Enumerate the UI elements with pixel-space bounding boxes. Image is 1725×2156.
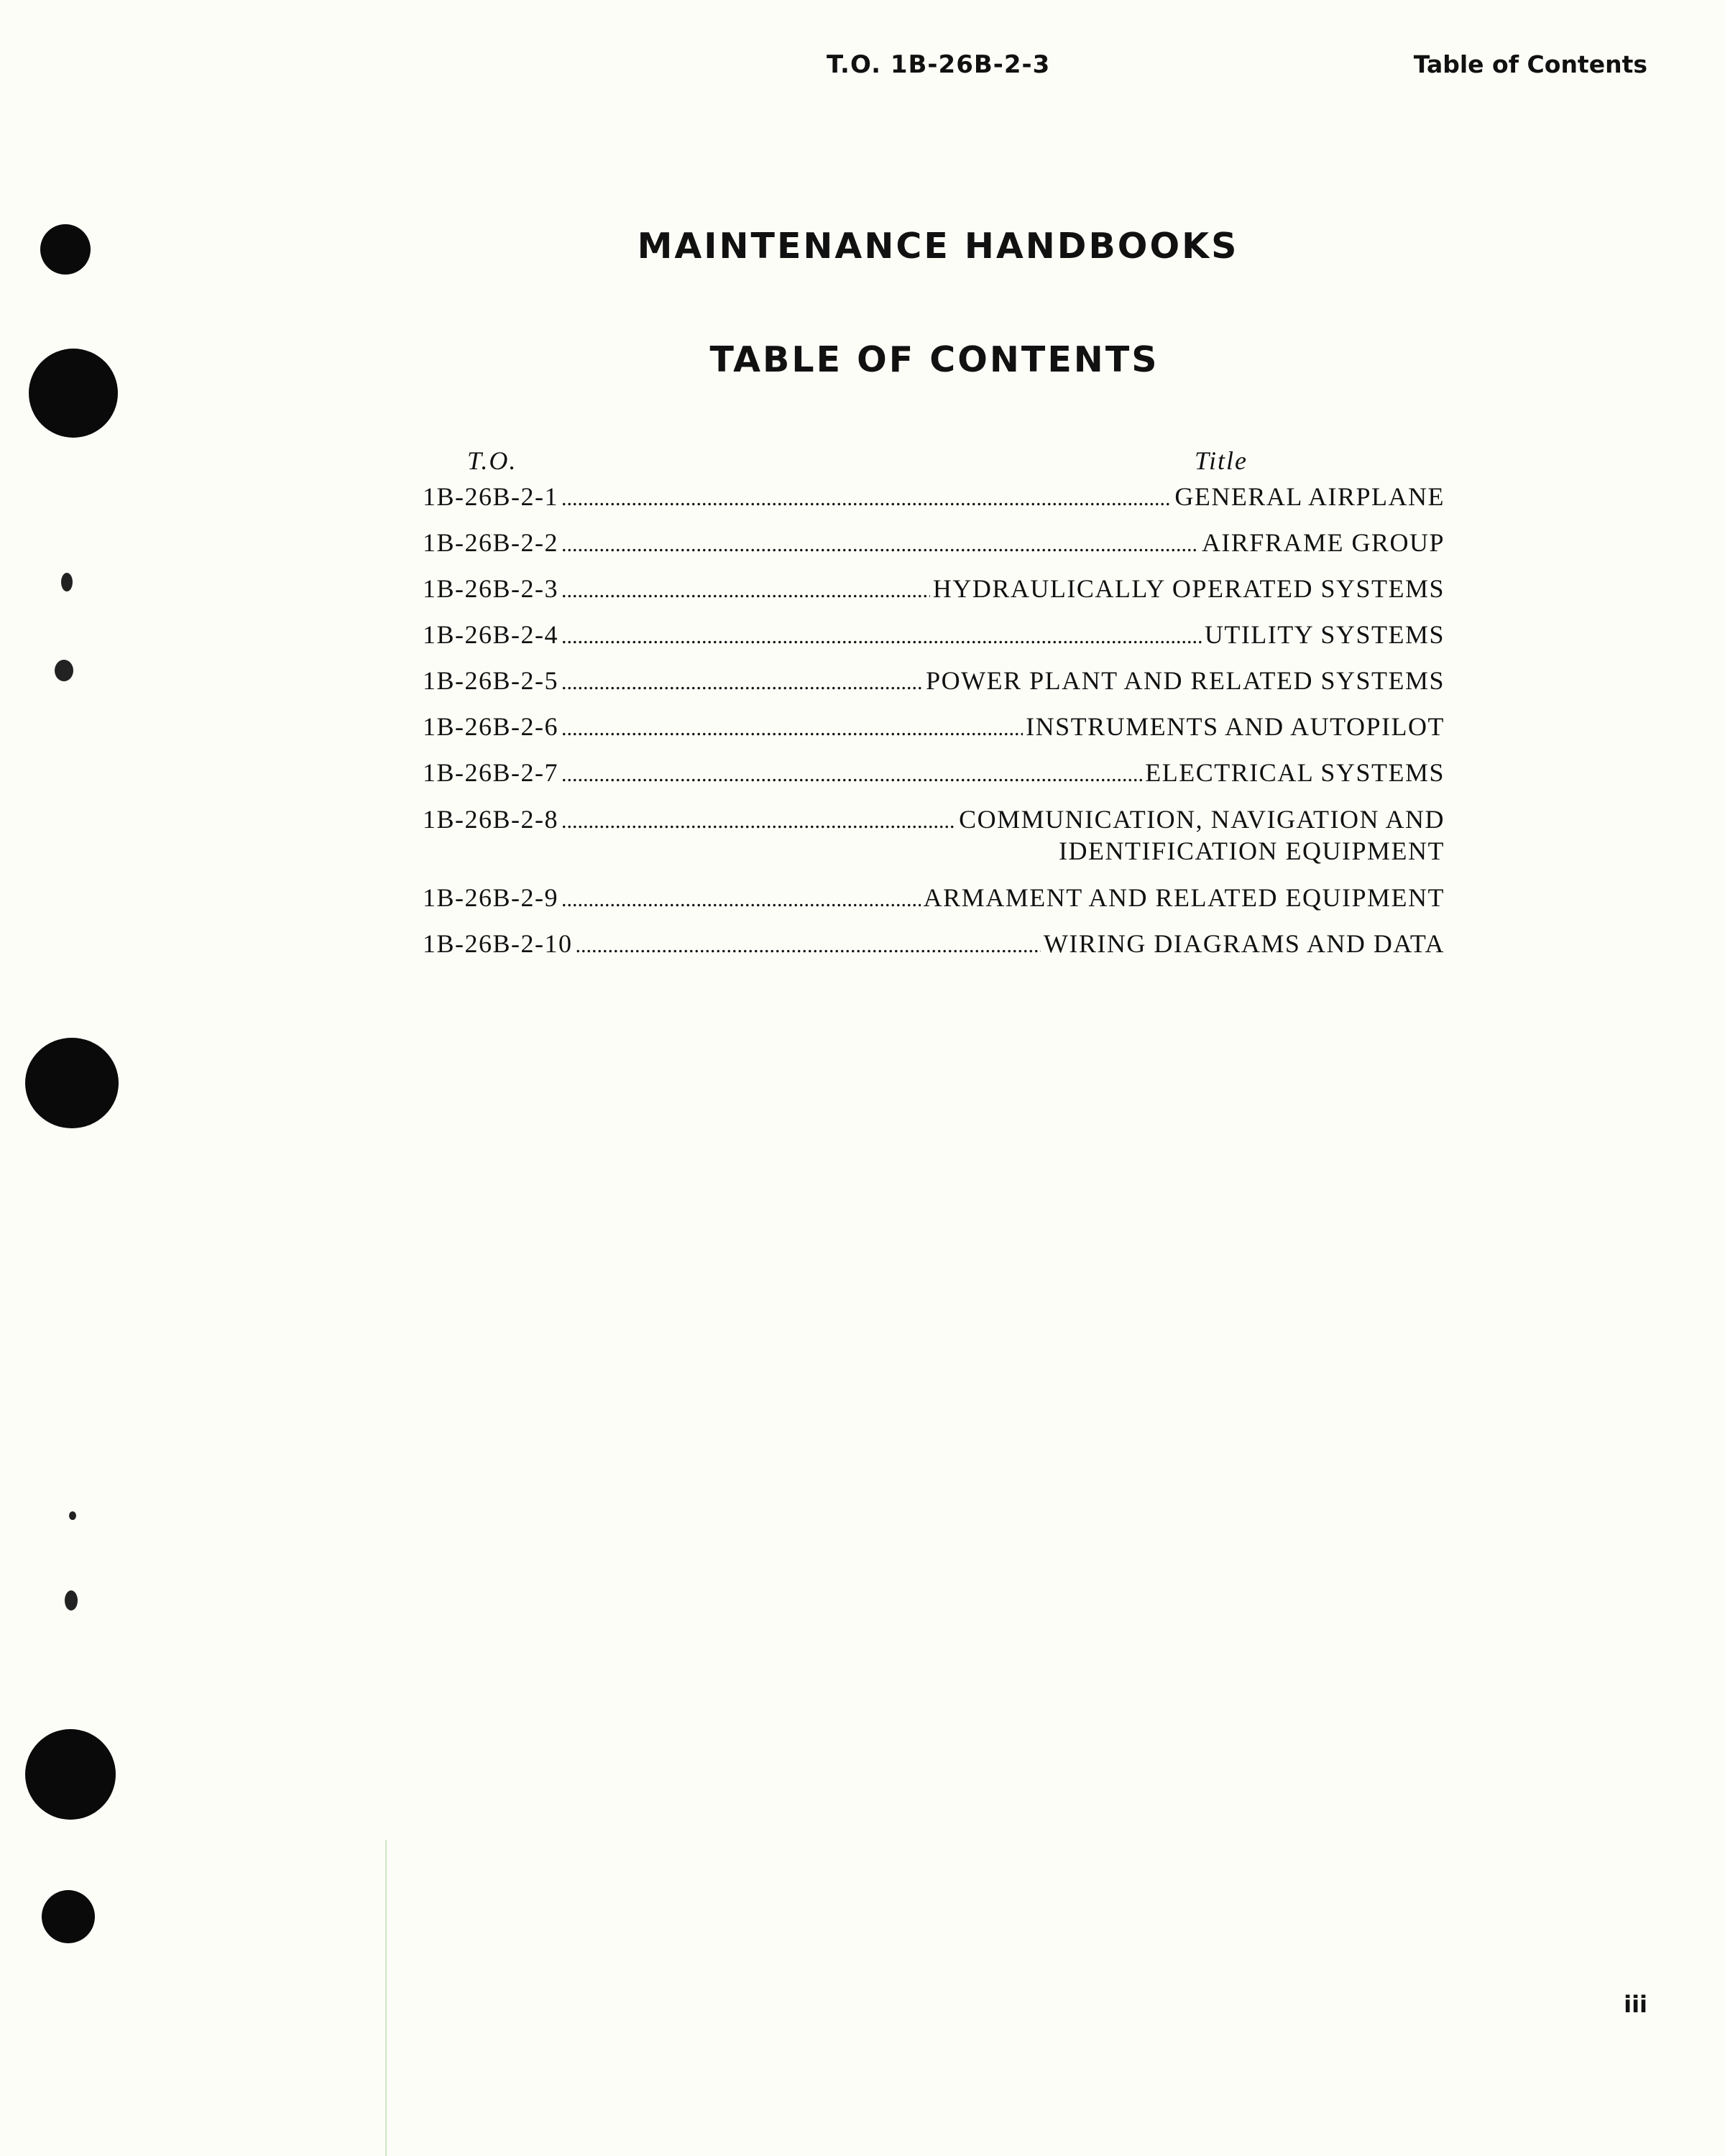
toc-title: INSTRUMENTS AND AUTOPILOT (1026, 712, 1445, 741)
toc-row (423, 619, 1445, 650)
paper-speck (55, 660, 73, 681)
toc-row (423, 482, 1445, 512)
toc-number: 1B-26B-2-3 (423, 574, 558, 603)
toc-title: POWER PLANT AND RELATED SYSTEMS (926, 666, 1445, 695)
toc-number: 1B-26B-2-8 (423, 805, 558, 834)
toc-row (423, 528, 1445, 558)
toc-number: 1B-26B-2-4 (423, 620, 558, 649)
toc-title: WIRING DIAGRAMS AND DATA (1043, 929, 1445, 958)
toc-row (423, 665, 1445, 696)
binder-hole (25, 1038, 119, 1128)
paper-speck (69, 1511, 76, 1520)
toc-number: 1B-26B-2-10 (423, 929, 573, 958)
paper-speck (65, 1590, 78, 1611)
toc-title: HYDRAULICALLY OPERATED SYSTEMS (932, 574, 1445, 603)
toc-row (423, 803, 1445, 867)
toc-table (423, 446, 1445, 975)
toc-row (423, 883, 1445, 913)
dot-leader (561, 809, 956, 834)
dot-leader (561, 717, 1023, 741)
dot-leader (561, 487, 1172, 511)
toc-number: 1B-26B-2-7 (423, 758, 558, 787)
toc-number: 1B-26B-2-1 (423, 482, 558, 511)
toc-title: GENERAL AIRPLANE (1174, 482, 1445, 511)
dot-leader (561, 888, 921, 912)
toc-title-line: COMMUNICATION, NAVIGATION AND (959, 805, 1445, 834)
toc-number: 1B-26B-2-5 (423, 666, 558, 695)
toc-row (423, 757, 1445, 788)
dot-leader (576, 934, 1041, 958)
toc-number: 1B-26B-2-9 (423, 883, 558, 912)
toc-title: ARMAMENT AND RELATED EQUIPMENT (923, 883, 1445, 912)
column-header-to: T.O. (467, 446, 518, 475)
toc-title-line: IDENTIFICATION EQUIPMENT (1059, 837, 1445, 865)
toc-title: UTILITY SYSTEMS (1204, 620, 1445, 649)
binder-hole (42, 1890, 95, 1943)
page-title: MAINTENANCE HANDBOOKS (637, 226, 1239, 267)
toc-column-headers (423, 446, 1445, 482)
toc-number: 1B-26B-2-6 (423, 712, 558, 741)
toc-row (423, 711, 1445, 742)
toc-row (423, 929, 1445, 959)
section-label: Table of Contents (1413, 50, 1647, 78)
dot-leader (561, 579, 930, 603)
paper-speck (61, 573, 73, 591)
binder-hole (25, 1729, 116, 1820)
page-number: iii (1624, 1991, 1647, 2018)
toc-title: ELECTRICAL SYSTEMS (1145, 758, 1445, 787)
dot-leader (561, 533, 1199, 557)
toc-title (959, 803, 1445, 867)
toc-row (423, 573, 1445, 604)
page-subtitle: TABLE OF CONTENTS (709, 339, 1159, 380)
toc-number: 1B-26B-2-2 (423, 528, 558, 557)
document-number: T.O. 1B-26B-2-3 (827, 50, 1051, 79)
toc-title: AIRFRAME GROUP (1201, 528, 1445, 557)
dot-leader (561, 625, 1202, 649)
column-header-title: Title (1195, 446, 1248, 475)
dot-leader (561, 763, 1142, 787)
scan-edge-line (385, 1840, 387, 2156)
dot-leader (561, 671, 923, 695)
